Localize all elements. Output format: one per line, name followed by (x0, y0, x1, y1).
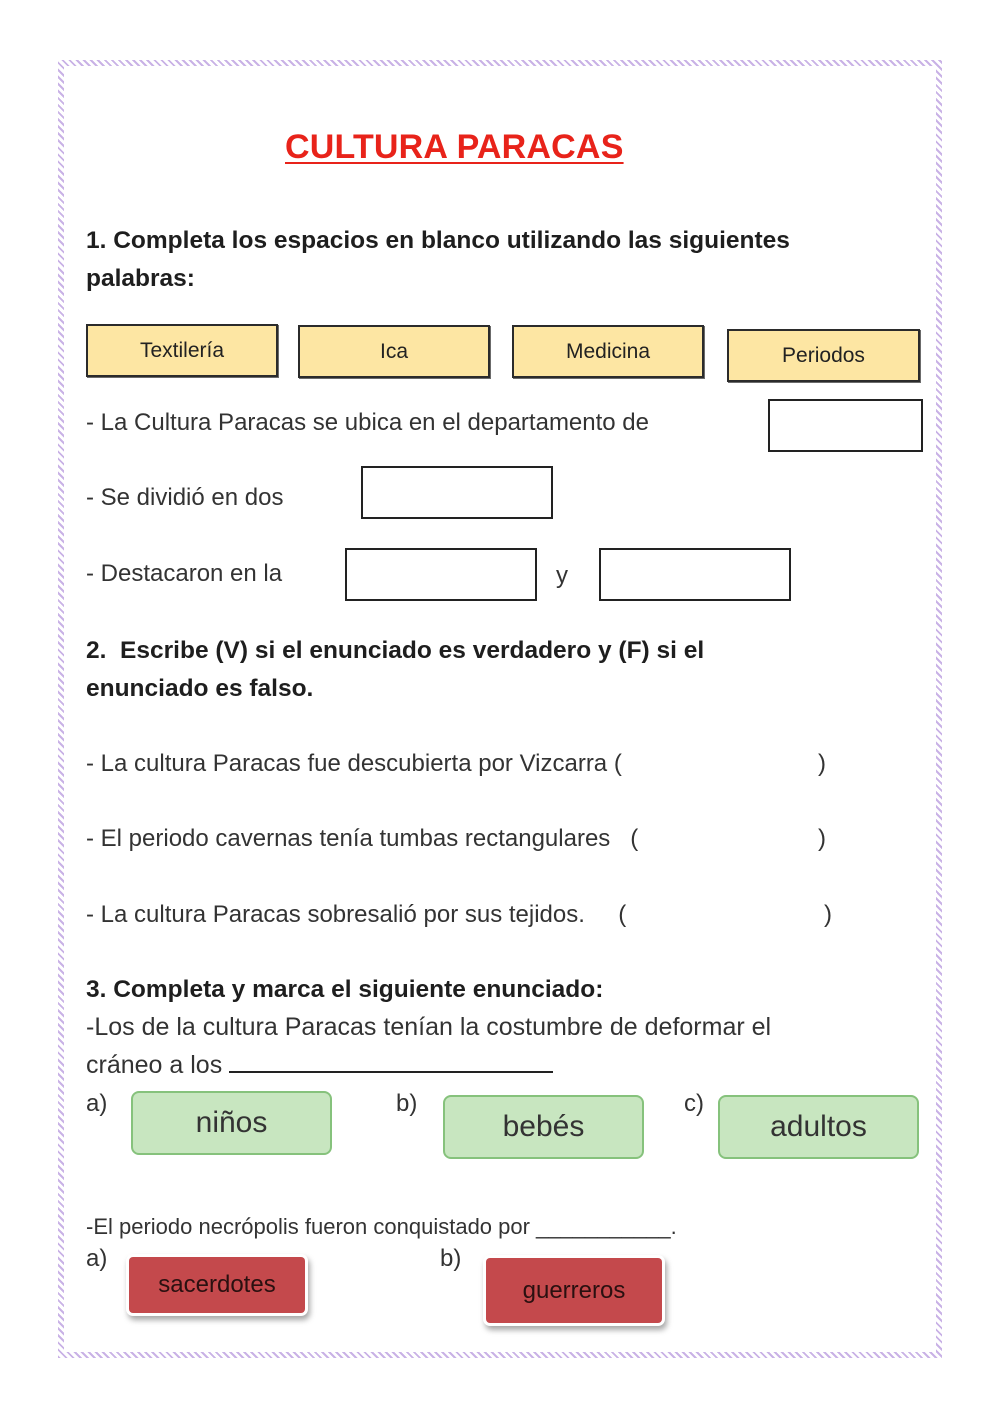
q2-option-sacerdotes-button[interactable]: sacerdotes (129, 1257, 305, 1313)
word-bank-medicina[interactable]: Medicina (512, 325, 704, 378)
q2-option-b-letter: b) (440, 1245, 462, 1272)
section1-heading-line2: palabras: (86, 265, 195, 292)
q1-option-c-letter: c) (684, 1090, 704, 1117)
vf-item-3-close: ) (824, 901, 832, 928)
q2-option-a-letter: a) (86, 1245, 108, 1272)
q1-answer-blank (229, 1049, 553, 1073)
section1-heading-line1: 1. Completa los espacios en blanco utilizando las siguientes (86, 227, 790, 254)
q1-line2: cráneo a los (86, 1051, 223, 1079)
section2-heading-line2: enunciado es falso. (86, 675, 314, 702)
section2-heading (86, 632, 704, 708)
q1-option-bebes-button[interactable]: bebés (443, 1095, 644, 1159)
section3-heading: 3. Completa y marca el siguiente enunciado: (86, 976, 604, 1003)
sentence-destacaron: - Destacaron en la (86, 560, 283, 587)
blank-destacaron-2[interactable] (599, 548, 791, 601)
q1-line2-row (86, 1049, 553, 1080)
q1-option-b-letter: b) (396, 1090, 418, 1117)
connector-y: y (556, 562, 568, 589)
blank-destacaron-1[interactable] (345, 548, 537, 601)
vf-item-1-close: ) (818, 750, 826, 777)
vf-item-2-text: - El periodo cavernas tenía tumbas rectangulares ( (86, 825, 639, 852)
sentence-dividio: - Se dividió en dos (86, 484, 284, 511)
blank-dividio[interactable] (361, 466, 553, 519)
vf-item-1-text: - La cultura Paracas fue descubierta por Vizcarra ( (86, 750, 622, 777)
section2-heading-line1: 2. Escribe (V) si el enunciado es verdadero y (F) si el (86, 637, 705, 664)
q1-line1: -Los de la cultura Paracas tenían la costumbre de deformar el (86, 1013, 772, 1041)
word-bank-periodos[interactable]: Periodos (727, 329, 920, 382)
q1-option-ninos-button[interactable]: niños (131, 1091, 332, 1155)
q2-text: -El periodo necrópolis fueron conquistado por ___________. (86, 1214, 677, 1239)
q2-option-guerreros-button[interactable]: guerreros (486, 1258, 662, 1323)
word-bank-ica[interactable]: Ica (298, 325, 490, 378)
sentence-departamento: - La Cultura Paracas se ubica en el departamento de (86, 409, 650, 436)
word-bank-textileria[interactable]: Textilería (86, 324, 278, 377)
vf-item-3-text: - La cultura Paracas sobresalió por sus tejidos. ( (86, 901, 627, 928)
vf-item-2-close: ) (818, 825, 826, 852)
q1-option-adultos-button[interactable]: adultos (718, 1095, 919, 1159)
blank-departamento[interactable] (768, 399, 923, 452)
page-title: CULTURA PARACAS (285, 128, 624, 166)
section1-heading (86, 222, 790, 298)
q1-option-a-letter: a) (86, 1090, 108, 1117)
